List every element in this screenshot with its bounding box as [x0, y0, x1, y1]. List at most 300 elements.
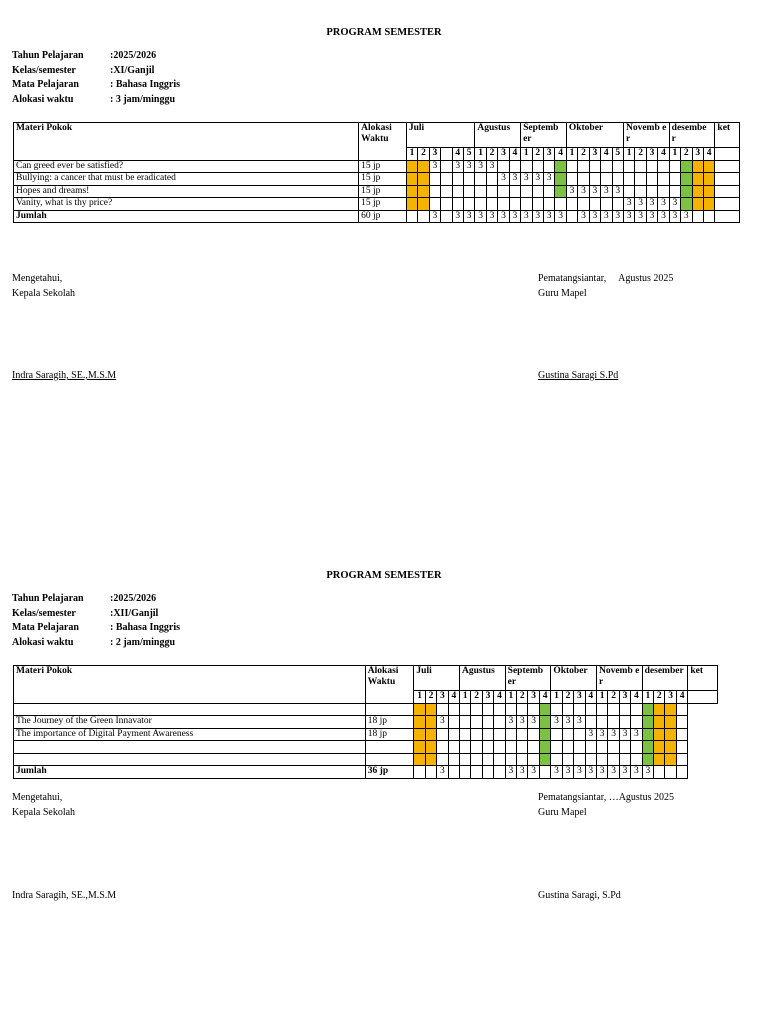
alokasi-cell: [365, 703, 414, 716]
total-row: [14, 210, 740, 223]
holiday-cell: [692, 185, 703, 198]
week-cell: 3: [517, 716, 528, 729]
week-cell: [475, 173, 486, 186]
meta-value: :XI/Ganjil: [110, 64, 155, 76]
table-row: [14, 185, 740, 198]
holiday-cell: [414, 741, 425, 754]
week-number: 1: [669, 148, 680, 161]
week-cell: [486, 198, 497, 211]
week-cell: [566, 173, 577, 186]
header-month: Septemb er: [521, 123, 567, 148]
week-cell: [505, 741, 516, 754]
week-cell: [463, 198, 474, 211]
week-cell: [551, 703, 562, 716]
signature-right-1: [538, 271, 673, 301]
week-cell: [589, 160, 600, 173]
week-cell: 3: [543, 210, 554, 223]
materi-cell: [14, 703, 366, 716]
week-number: 4: [539, 691, 550, 704]
header-month: Juli: [406, 123, 475, 148]
week-cell: [631, 741, 642, 754]
exam-cell: [681, 173, 692, 186]
holiday-cell: [665, 753, 676, 766]
week-number: 4: [494, 691, 505, 704]
exam-cell: [642, 741, 653, 754]
week-cell: 3: [528, 766, 539, 779]
week-number: 4: [448, 691, 459, 704]
signature-left-1: [12, 271, 75, 301]
week-cell: [539, 766, 550, 779]
week-cell: [601, 173, 612, 186]
header-materi: Materi Pokok: [14, 123, 359, 161]
week-cell: [460, 703, 471, 716]
week-cell: [703, 210, 714, 223]
week-cell: [494, 716, 505, 729]
week-cell: 3: [669, 198, 680, 211]
week-number: 1: [566, 148, 577, 161]
week-cell: [528, 703, 539, 716]
ket-cell: [676, 766, 687, 779]
header-month: Septemb er: [505, 666, 551, 691]
week-cell: [517, 703, 528, 716]
week-cell: [517, 728, 528, 741]
week-number: 3: [498, 148, 509, 161]
materi-cell: [14, 741, 366, 754]
week-cell: 3: [486, 160, 497, 173]
week-cell: [578, 160, 589, 173]
meta-row: [12, 78, 180, 93]
materi-cell: The importance of Digital Payment Awareness: [14, 728, 366, 741]
week-number: 3: [429, 148, 440, 161]
week-cell: 3: [589, 210, 600, 223]
week-cell: 3: [623, 210, 634, 223]
week-cell: [635, 173, 646, 186]
exam-cell: [642, 728, 653, 741]
holiday-cell: [654, 728, 665, 741]
week-number: 5: [463, 148, 474, 161]
week-cell: 3: [612, 185, 623, 198]
exam-cell: [539, 741, 550, 754]
week-cell: [631, 703, 642, 716]
table-row: [14, 198, 740, 211]
week-cell: [486, 185, 497, 198]
week-cell: [521, 160, 532, 173]
week-cell: [452, 173, 463, 186]
week-cell: 3: [551, 766, 562, 779]
table-row: [14, 173, 740, 186]
week-cell: [441, 198, 452, 211]
week-cell: [509, 160, 520, 173]
week-cell: [532, 185, 543, 198]
holiday-cell: [418, 198, 429, 211]
week-cell: [646, 185, 657, 198]
week-cell: [562, 703, 573, 716]
week-cell: 3: [612, 210, 623, 223]
week-number: 3: [482, 691, 493, 704]
week-cell: [619, 716, 630, 729]
schedule-table-2: [13, 665, 718, 779]
week-number: 3: [665, 691, 676, 704]
ket-cell: [688, 691, 718, 704]
header-month: Agustus: [460, 666, 506, 691]
week-cell: 3: [658, 198, 669, 211]
week-cell: 3: [452, 160, 463, 173]
week-cell: 3: [505, 766, 516, 779]
week-number: 3: [619, 691, 630, 704]
materi-cell: Vanity, what is thy price?: [14, 198, 359, 211]
week-cell: [429, 185, 440, 198]
meta-row: [12, 93, 180, 108]
holiday-cell: [406, 173, 417, 186]
week-cell: [471, 753, 482, 766]
total-label: Jumlah: [14, 766, 366, 779]
holiday-cell: [654, 741, 665, 754]
holiday-cell: [425, 716, 436, 729]
week-number: 2: [654, 691, 665, 704]
holiday-cell: [692, 160, 703, 173]
week-cell: 3: [498, 210, 509, 223]
week-cell: [437, 741, 448, 754]
alokasi-cell: 15 jp: [359, 185, 407, 198]
week-cell: [521, 185, 532, 198]
meta-row: [12, 592, 180, 607]
week-cell: [463, 185, 474, 198]
week-cell: [517, 753, 528, 766]
week-cell: [669, 185, 680, 198]
table-row: [14, 716, 718, 729]
week-cell: [601, 160, 612, 173]
week-cell: 3: [562, 716, 573, 729]
header-month: Novemb er: [623, 123, 669, 148]
page-title-1: PROGRAM SEMESTER: [326, 27, 442, 38]
week-cell: 3: [528, 716, 539, 729]
week-cell: [460, 716, 471, 729]
meta-label: Mata Pelajaran: [12, 79, 79, 90]
week-number: 4: [658, 148, 669, 161]
week-cell: 3: [596, 766, 607, 779]
alokasi-cell: 15 jp: [359, 160, 407, 173]
ket-cell: [715, 185, 740, 198]
week-number: 2: [578, 148, 589, 161]
week-cell: 3: [681, 210, 692, 223]
week-cell: [635, 185, 646, 198]
header-ket: ket: [688, 666, 718, 691]
holiday-cell: [665, 703, 676, 716]
meta-value: : 3 jam/minggu: [110, 93, 175, 105]
week-cell: 3: [631, 766, 642, 779]
week-number: 1: [551, 691, 562, 704]
week-cell: [425, 766, 436, 779]
week-cell: [460, 753, 471, 766]
week-cell: [482, 716, 493, 729]
week-cell: 3: [555, 210, 566, 223]
week-number: 2: [517, 691, 528, 704]
week-cell: [566, 160, 577, 173]
ket-cell: [676, 703, 687, 716]
exam-cell: [681, 198, 692, 211]
week-cell: [543, 198, 554, 211]
week-number: 4: [676, 691, 687, 704]
holiday-cell: [703, 185, 714, 198]
week-cell: [635, 160, 646, 173]
meta-value: : Bahasa Inggris: [110, 622, 181, 633]
week-number: 2: [635, 148, 646, 161]
week-cell: [589, 198, 600, 211]
week-cell: 3: [509, 173, 520, 186]
week-cell: [589, 173, 600, 186]
week-cell: [498, 185, 509, 198]
meta-row: [12, 621, 180, 636]
holiday-cell: [406, 185, 417, 198]
week-cell: [596, 703, 607, 716]
week-cell: [460, 741, 471, 754]
week-cell: [574, 753, 585, 766]
week-cell: 3: [623, 198, 634, 211]
week-cell: [585, 703, 596, 716]
week-cell: [448, 766, 459, 779]
week-cell: [452, 185, 463, 198]
holiday-cell: [654, 716, 665, 729]
meta-label: Kelas/semester: [12, 64, 76, 76]
week-cell: 3: [475, 160, 486, 173]
exam-cell: [555, 185, 566, 198]
week-cell: [441, 173, 452, 186]
week-cell: 3: [646, 198, 657, 211]
week-cell: [482, 753, 493, 766]
week-number: 5: [612, 148, 623, 161]
week-cell: [619, 753, 630, 766]
week-cell: 3: [521, 210, 532, 223]
meta-label: Alokasi waktu: [12, 636, 74, 648]
table-row: [14, 703, 718, 716]
week-number: 2: [562, 691, 573, 704]
meta-row: [12, 49, 180, 64]
week-cell: [574, 741, 585, 754]
week-cell: [646, 173, 657, 186]
week-cell: 3: [429, 160, 440, 173]
week-cell: [494, 766, 505, 779]
materi-cell: Hopes and dreams!: [14, 185, 359, 198]
meta-value: :2025/2026: [110, 593, 157, 604]
exam-cell: [555, 160, 566, 173]
week-cell: [654, 766, 665, 779]
week-cell: 3: [658, 210, 669, 223]
week-number: 3: [528, 691, 539, 704]
table-row: [14, 728, 718, 741]
header-row: [14, 123, 740, 148]
week-cell: 3: [543, 173, 554, 186]
alokasi-cell: 18 jp: [365, 716, 414, 729]
week-cell: 3: [608, 766, 619, 779]
meta-value: : Bahasa Inggris: [110, 79, 181, 90]
exam-cell: [539, 716, 550, 729]
week-number: 3: [692, 148, 703, 161]
week-number: 3: [437, 691, 448, 704]
holiday-cell: [665, 728, 676, 741]
header-month: desembe r: [669, 123, 715, 148]
schedule-table-1: [13, 122, 740, 223]
exam-cell: [642, 703, 653, 716]
alokasi-cell: 36 jp: [365, 766, 414, 779]
exam-cell: [555, 173, 566, 186]
principal-name-1: Indra Saragih, SE.,M.S.M: [12, 370, 117, 381]
table-row: [14, 160, 740, 173]
holiday-cell: [406, 198, 417, 211]
week-cell: 3: [532, 173, 543, 186]
week-cell: [448, 728, 459, 741]
week-cell: [551, 728, 562, 741]
week-cell: [429, 173, 440, 186]
meta-value: :XII/Ganjil: [110, 607, 159, 619]
week-cell: [562, 741, 573, 754]
week-cell: [555, 198, 566, 211]
holiday-cell: [425, 703, 436, 716]
page-title-2: PROGRAM SEMESTER: [326, 570, 442, 581]
week-number: 4: [509, 148, 520, 161]
week-cell: [471, 716, 482, 729]
ket-cell: [676, 728, 687, 741]
week-cell: [585, 741, 596, 754]
week-cell: [566, 210, 577, 223]
ket-cell: [715, 173, 740, 186]
week-cell: [646, 160, 657, 173]
alokasi-cell: [365, 741, 414, 754]
week-cell: [494, 753, 505, 766]
week-cell: [528, 728, 539, 741]
exam-cell: [642, 753, 653, 766]
table-row: [14, 741, 718, 754]
week-cell: [631, 753, 642, 766]
alokasi-cell: 15 jp: [359, 173, 407, 186]
week-cell: [608, 753, 619, 766]
week-cell: [612, 160, 623, 173]
week-cell: [532, 198, 543, 211]
acknowledge-label: Mengetahui,: [12, 792, 63, 803]
alokasi-cell: 60 jp: [359, 210, 407, 223]
week-cell: 3: [619, 766, 630, 779]
week-cell: [460, 766, 471, 779]
holiday-cell: [406, 160, 417, 173]
week-number: 4: [555, 148, 566, 161]
holiday-cell: [703, 173, 714, 186]
week-cell: [448, 703, 459, 716]
week-cell: [498, 160, 509, 173]
week-number: 1: [505, 691, 516, 704]
week-cell: [543, 185, 554, 198]
week-cell: [665, 766, 676, 779]
week-cell: 3: [437, 716, 448, 729]
week-cell: [528, 753, 539, 766]
holiday-cell: [418, 185, 429, 198]
week-number: 2: [608, 691, 619, 704]
week-cell: [669, 173, 680, 186]
holiday-cell: [418, 173, 429, 186]
ket-cell: [715, 210, 740, 223]
week-cell: 3: [608, 728, 619, 741]
week-cell: 3: [566, 185, 577, 198]
week-number: 4: [631, 691, 642, 704]
principal-name-2: Indra Saragih, SE.,M.S.M: [12, 890, 117, 901]
principal-label: Kepala Sekolah: [12, 807, 76, 818]
meta-label: Tahun Pelajaran: [12, 593, 84, 604]
week-cell: [448, 716, 459, 729]
holiday-cell: [654, 753, 665, 766]
header-row: [14, 666, 718, 691]
week-cell: [578, 198, 589, 211]
ket-cell: [676, 741, 687, 754]
week-cell: [596, 741, 607, 754]
week-cell: [482, 741, 493, 754]
total-row: [14, 766, 718, 779]
week-cell: [623, 185, 634, 198]
week-cell: [658, 160, 669, 173]
week-cell: [619, 703, 630, 716]
week-cell: 3: [574, 716, 585, 729]
week-number: 4: [452, 148, 463, 161]
week-cell: [658, 173, 669, 186]
header-materi: Materi Pokok: [14, 666, 366, 704]
holiday-cell: [692, 173, 703, 186]
week-cell: [596, 753, 607, 766]
header-month: Juli: [414, 666, 460, 691]
week-cell: [494, 728, 505, 741]
header-alokasi: Alokasi Waktu: [359, 123, 407, 161]
meta-row: [12, 636, 180, 651]
week-cell: [471, 703, 482, 716]
week-cell: 3: [505, 716, 516, 729]
week-cell: [608, 703, 619, 716]
exam-cell: [642, 716, 653, 729]
week-number: 2: [532, 148, 543, 161]
week-cell: [596, 716, 607, 729]
week-number: 2: [418, 148, 429, 161]
exam-cell: [539, 728, 550, 741]
week-cell: [551, 741, 562, 754]
materi-cell: Can greed ever be satisfied?: [14, 160, 359, 173]
week-number: 3: [646, 148, 657, 161]
week-cell: [463, 173, 474, 186]
week-cell: [517, 741, 528, 754]
week-cell: 3: [517, 766, 528, 779]
week-number: 2: [681, 148, 692, 161]
week-cell: [623, 173, 634, 186]
holiday-cell: [414, 703, 425, 716]
week-cell: [482, 728, 493, 741]
week-cell: [482, 703, 493, 716]
week-cell: [566, 198, 577, 211]
week-cell: [612, 173, 623, 186]
week-number: 3: [543, 148, 554, 161]
week-cell: [509, 185, 520, 198]
acknowledge-label: Mengetahui,: [12, 273, 63, 284]
teacher-label: Guru Mapel: [538, 807, 587, 818]
week-cell: 3: [574, 766, 585, 779]
holiday-cell: [703, 198, 714, 211]
week-cell: [475, 198, 486, 211]
week-cell: 3: [551, 716, 562, 729]
week-cell: [441, 160, 452, 173]
week-cell: [505, 728, 516, 741]
week-number: 1: [406, 148, 417, 161]
week-cell: [471, 728, 482, 741]
holiday-cell: [425, 753, 436, 766]
week-cell: 3: [578, 210, 589, 223]
ket-cell: [715, 148, 740, 161]
week-cell: [437, 728, 448, 741]
teacher-name-1: Gustina Saragi S.Pd: [538, 370, 619, 381]
week-cell: 3: [578, 185, 589, 198]
holiday-cell: [692, 198, 703, 211]
